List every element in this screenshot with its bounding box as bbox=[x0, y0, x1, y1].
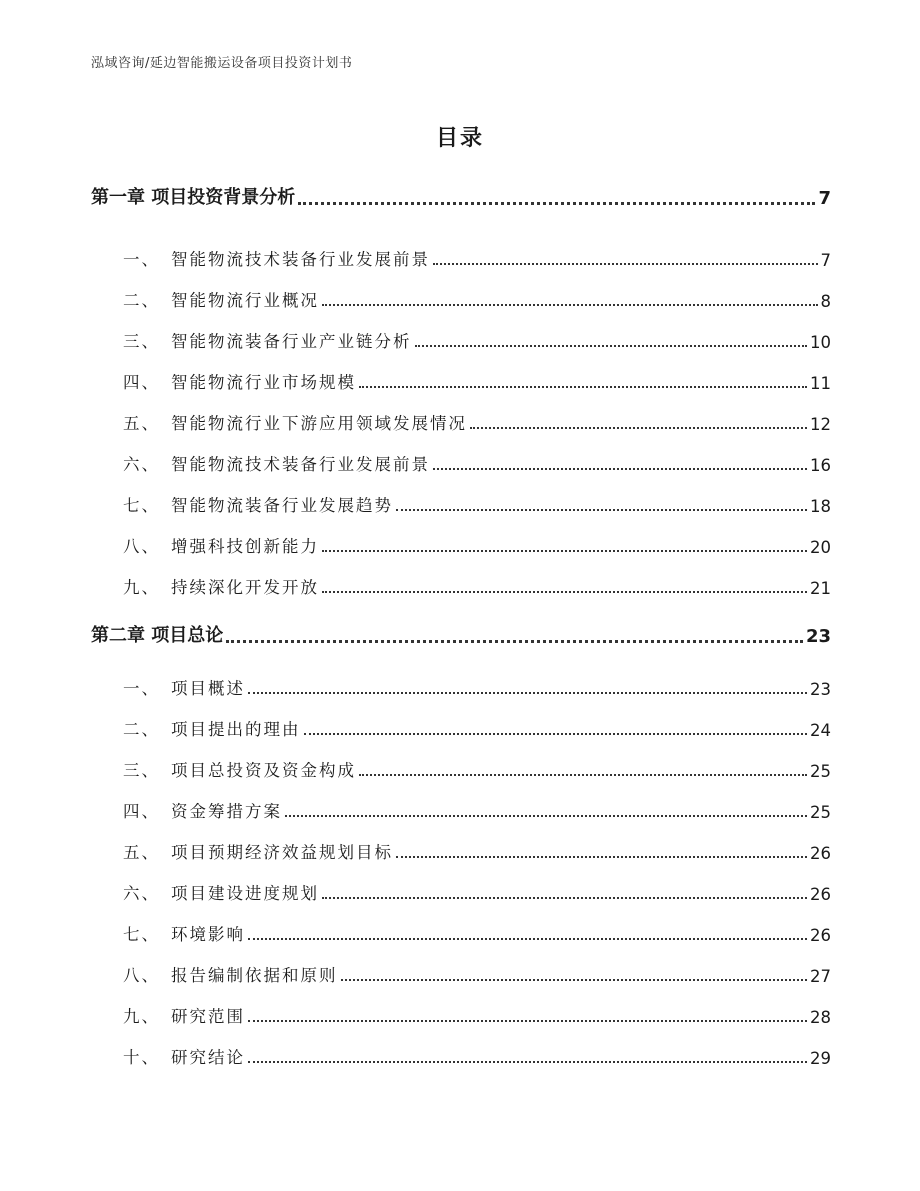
dot-leader bbox=[322, 591, 807, 593]
toc-section-entry[interactable] bbox=[91, 675, 831, 699]
section-title bbox=[123, 716, 301, 740]
section-page-number: 16 bbox=[810, 456, 831, 475]
section-title-text: 项目提出的理由 bbox=[171, 720, 301, 739]
section-title-text: 智能物流装备行业发展趋势 bbox=[171, 496, 393, 515]
dot-leader bbox=[285, 815, 807, 817]
section-number: 九、 bbox=[123, 578, 160, 597]
toc-title: 目录 bbox=[435, 126, 484, 151]
dot-leader bbox=[322, 550, 807, 552]
section-number: 七、 bbox=[123, 496, 160, 515]
section-title bbox=[123, 921, 245, 945]
dot-leader bbox=[396, 856, 807, 858]
section-page-number: 25 bbox=[810, 762, 831, 781]
section-page-number: 24 bbox=[810, 721, 831, 740]
toc-section-entry[interactable] bbox=[91, 839, 831, 863]
toc-section-entry[interactable] bbox=[91, 369, 831, 393]
chapter-page-number: 23 bbox=[805, 626, 831, 647]
section-number: 七、 bbox=[123, 925, 160, 944]
section-title-text: 资金筹措方案 bbox=[171, 802, 282, 821]
section-number: 三、 bbox=[123, 761, 160, 780]
dot-leader bbox=[248, 938, 807, 940]
section-page-number: 26 bbox=[810, 885, 831, 904]
toc-section-entry[interactable] bbox=[91, 798, 831, 822]
dot-leader bbox=[248, 692, 807, 694]
dot-leader bbox=[298, 202, 815, 205]
section-number: 一、 bbox=[123, 250, 160, 269]
toc-section-entry[interactable] bbox=[91, 962, 831, 986]
section-title-text: 研究结论 bbox=[171, 1048, 245, 1067]
toc-chapter-entry[interactable] bbox=[91, 623, 831, 647]
toc-section-entry[interactable] bbox=[91, 451, 831, 475]
section-title-text: 智能物流行业下游应用领域发展情况 bbox=[171, 414, 467, 433]
dot-leader bbox=[433, 263, 818, 265]
section-title bbox=[123, 287, 319, 311]
section-title-text: 智能物流技术装备行业发展前景 bbox=[171, 455, 430, 474]
section-title-text: 项目概述 bbox=[171, 679, 245, 698]
toc-section-entry[interactable] bbox=[91, 1003, 831, 1027]
chapter-page-number: 7 bbox=[818, 188, 831, 209]
section-title bbox=[123, 880, 319, 904]
section-number: 二、 bbox=[123, 291, 160, 310]
section-page-number: 21 bbox=[810, 579, 831, 598]
section-number: 五、 bbox=[123, 843, 160, 862]
section-number: 八、 bbox=[123, 966, 160, 985]
section-title-text: 项目预期经济效益规划目标 bbox=[171, 843, 393, 862]
dot-leader bbox=[415, 345, 808, 347]
dot-leader bbox=[304, 733, 808, 735]
toc-section-entry[interactable] bbox=[91, 757, 831, 781]
section-title-text: 报告编制依据和原则 bbox=[171, 966, 338, 985]
section-page-number: 28 bbox=[810, 1008, 831, 1027]
toc-chapter-entry[interactable] bbox=[91, 185, 831, 209]
section-title-text: 研究范围 bbox=[171, 1007, 245, 1026]
section-page-number: 26 bbox=[810, 844, 831, 863]
section-title bbox=[123, 574, 319, 598]
toc-section-entry[interactable] bbox=[91, 492, 831, 516]
toc-section-entry[interactable] bbox=[91, 533, 831, 557]
dot-leader bbox=[470, 427, 807, 429]
section-title bbox=[123, 369, 356, 393]
section-title-text: 智能物流行业概况 bbox=[171, 291, 319, 310]
section-number: 五、 bbox=[123, 414, 160, 433]
section-title bbox=[123, 1044, 245, 1068]
section-title-text: 环境影响 bbox=[171, 925, 245, 944]
dot-leader bbox=[359, 386, 807, 388]
section-title-text: 持续深化开发开放 bbox=[171, 578, 319, 597]
section-page-number: 8 bbox=[820, 292, 831, 311]
dot-leader bbox=[433, 468, 807, 470]
toc-section-entry[interactable] bbox=[91, 410, 831, 434]
section-number: 八、 bbox=[123, 537, 160, 556]
section-page-number: 12 bbox=[810, 415, 831, 434]
dot-leader bbox=[322, 304, 818, 306]
section-page-number: 7 bbox=[820, 251, 831, 270]
section-title bbox=[123, 757, 356, 781]
section-title bbox=[123, 328, 412, 352]
toc-section-entry[interactable] bbox=[91, 246, 831, 270]
section-page-number: 25 bbox=[810, 803, 831, 822]
toc-section-entry[interactable] bbox=[91, 574, 831, 598]
section-page-number: 18 bbox=[810, 497, 831, 516]
section-title-text: 智能物流装备行业产业链分析 bbox=[171, 332, 412, 351]
section-title bbox=[123, 1003, 245, 1027]
section-number: 三、 bbox=[123, 332, 160, 351]
section-title bbox=[123, 839, 393, 863]
toc-section-entry[interactable] bbox=[91, 1044, 831, 1068]
section-title bbox=[123, 246, 430, 270]
section-number: 四、 bbox=[123, 373, 160, 392]
section-page-number: 10 bbox=[810, 333, 831, 352]
running-header: 泓域咨询/延边智能搬运设备项目投资计划书 bbox=[91, 56, 353, 71]
chapter-title: 第一章 项目投资背景分析 bbox=[91, 187, 296, 208]
section-title bbox=[123, 675, 245, 699]
section-page-number: 27 bbox=[810, 967, 831, 986]
section-number: 六、 bbox=[123, 884, 160, 903]
dot-leader bbox=[226, 640, 803, 643]
dot-leader bbox=[248, 1020, 807, 1022]
section-title bbox=[123, 533, 319, 557]
section-number: 二、 bbox=[123, 720, 160, 739]
section-number: 十、 bbox=[123, 1048, 160, 1067]
dot-leader bbox=[359, 774, 807, 776]
section-page-number: 23 bbox=[810, 680, 831, 699]
section-page-number: 26 bbox=[810, 926, 831, 945]
section-number: 一、 bbox=[123, 679, 160, 698]
chapter-title: 第二章 项目总论 bbox=[91, 625, 224, 646]
section-number: 九、 bbox=[123, 1007, 160, 1026]
section-title bbox=[123, 798, 282, 822]
toc-section-entry[interactable] bbox=[91, 880, 831, 904]
section-title-text: 项目建设进度规划 bbox=[171, 884, 319, 903]
section-title-text: 项目总投资及资金构成 bbox=[171, 761, 356, 780]
section-title bbox=[123, 410, 467, 434]
section-title bbox=[123, 451, 430, 475]
toc-section-entry[interactable] bbox=[91, 921, 831, 945]
dot-leader bbox=[248, 1061, 807, 1063]
dot-leader bbox=[341, 979, 808, 981]
section-title-text: 增强科技创新能力 bbox=[171, 537, 319, 556]
dot-leader bbox=[322, 897, 807, 899]
toc-section-entry[interactable] bbox=[91, 328, 831, 352]
section-page-number: 29 bbox=[810, 1049, 831, 1068]
section-page-number: 11 bbox=[810, 374, 831, 393]
section-title-text: 智能物流技术装备行业发展前景 bbox=[171, 250, 430, 269]
section-number: 四、 bbox=[123, 802, 160, 821]
section-number: 六、 bbox=[123, 455, 160, 474]
section-title bbox=[123, 492, 393, 516]
dot-leader bbox=[396, 509, 807, 511]
section-title bbox=[123, 962, 338, 986]
section-title-text: 智能物流行业市场规模 bbox=[171, 373, 356, 392]
toc-section-entry[interactable] bbox=[91, 287, 831, 311]
section-page-number: 20 bbox=[810, 538, 831, 557]
toc-section-entry[interactable] bbox=[91, 716, 831, 740]
